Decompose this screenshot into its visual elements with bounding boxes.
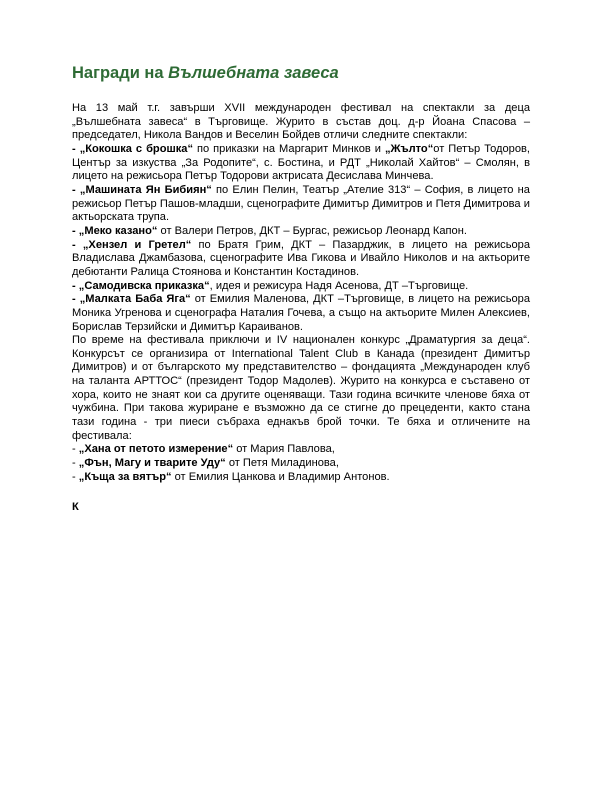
winner-title: „Къща за вятър“ bbox=[78, 470, 172, 483]
award-title: „Меко казано“ bbox=[78, 224, 158, 237]
award-item bbox=[72, 293, 530, 334]
end-marker: К bbox=[72, 501, 79, 514]
award-prefix: - bbox=[72, 224, 79, 237]
winner-item bbox=[72, 457, 530, 471]
title-plain: Награди на bbox=[72, 64, 169, 82]
award-text: от Петър Тодоров, Център за изкуства „За Родопите“, с. Бостина, и РДТ „Николай Хайтов“ – Смолян, в лицето на режисьора Петър Тодорови актрисата Десислава Минчева. bbox=[72, 142, 530, 183]
winner-title: „Хана от петото измерение“ bbox=[78, 443, 234, 456]
winner-text: от Емилия Цанкова и Владимир Антонов. bbox=[171, 470, 390, 483]
award-title: „Кокошка с брошка“ bbox=[79, 142, 193, 155]
award-text: от Валери Петров, ДКТ – Бургас, режисьор Леонард Капон. bbox=[157, 224, 467, 237]
document-page bbox=[72, 62, 530, 514]
award-title: „Малката Баба Яга“ bbox=[79, 293, 191, 306]
award-item bbox=[72, 280, 530, 294]
award-item bbox=[72, 184, 530, 225]
award-text: от Емилия Маленова, ДКТ –Търговище, в лицето на режисьора Моника Угренова и сценографа Наталия Гочева, а също на актьорите Милен Алексиев, Борислав Терзийски и Димитър Караиванов. bbox=[72, 293, 531, 333]
award-text: по Братя Грим, ДКТ – Пазарджик, в лицето на режисьора Владислава Джамбазова, сценографите Ива Гикова и Ивайло Николов и на актьорите дебютанти Ралица Стоянова и Константин Костадинов. bbox=[72, 238, 530, 278]
contest-paragraph: По време на фестивала приключи и IV национален конкурс „Драматургия за деца“. Конкурсът се организира от International Talent Club в Канада (президент Димитър Димитров) и от българското му представителство – фондацията „Международен клуб на таланта АРТТОС“ (президент Тодор Мадолев). Журито на конкурса е съставено от хора, които не знаят кои са другите оценяващи. Тази година всичките членове бяха от чужбина. При такова журиране е възможно да се стигне до прецеденти, както стана тази година - три пиеси събраха еднакъв брой точки. Те бяха и отличените на фестивала: bbox=[72, 334, 530, 442]
winner-text: от Петя Миладинова, bbox=[225, 457, 339, 470]
award-title: „Хензел и Гретел“ bbox=[82, 238, 192, 251]
award-item bbox=[72, 239, 530, 280]
award-prefix: - bbox=[72, 183, 80, 196]
award-prefix: - bbox=[72, 293, 80, 306]
winner-prefix: - bbox=[72, 443, 79, 456]
winner-prefix: - bbox=[72, 457, 79, 470]
award-title: „Машината Ян Бибиян“ bbox=[79, 183, 212, 196]
award-text: , идея и режисура Надя Асенова, ДТ –Търговище. bbox=[209, 279, 469, 292]
award-title-2: „Жълто“ bbox=[384, 142, 434, 155]
winner-item bbox=[72, 443, 530, 457]
winner-item bbox=[72, 471, 530, 485]
winner-prefix: - bbox=[72, 470, 79, 483]
winner-text: от Мария Павлова, bbox=[233, 443, 335, 456]
award-title: „Самодивска приказка“ bbox=[78, 279, 210, 292]
article-body bbox=[72, 102, 530, 484]
intro-paragraph: На 13 май т.г. завърши XVII международен фестивал на спектакли за деца „Вълшебната завеса“ в Търговище. Журито в състав доц. д-р Йоана Спасова – председател, Никола Вандов и Веселин Бойдев отличи следните спектакли: bbox=[72, 102, 530, 142]
title-italic: Вълшебната завеса bbox=[168, 64, 339, 82]
winner-title: „Фън, Магу и тварите Уду“ bbox=[78, 457, 226, 470]
page-title bbox=[72, 62, 530, 84]
award-prefix: - bbox=[72, 142, 80, 155]
award-prefix: - bbox=[72, 238, 83, 251]
award-item bbox=[72, 143, 530, 184]
award-text: по Елин Пелин, Театър „Ателие 313“ – София, в лицето на режисьор Петър Пашов-младши, сценографите Димитър Димитров и Петя Димитрова и актьорската трупа. bbox=[72, 183, 530, 224]
award-prefix: - bbox=[72, 279, 79, 292]
award-mid-text: по приказки на Маргарит Минков и bbox=[193, 142, 385, 155]
award-item bbox=[72, 225, 530, 239]
